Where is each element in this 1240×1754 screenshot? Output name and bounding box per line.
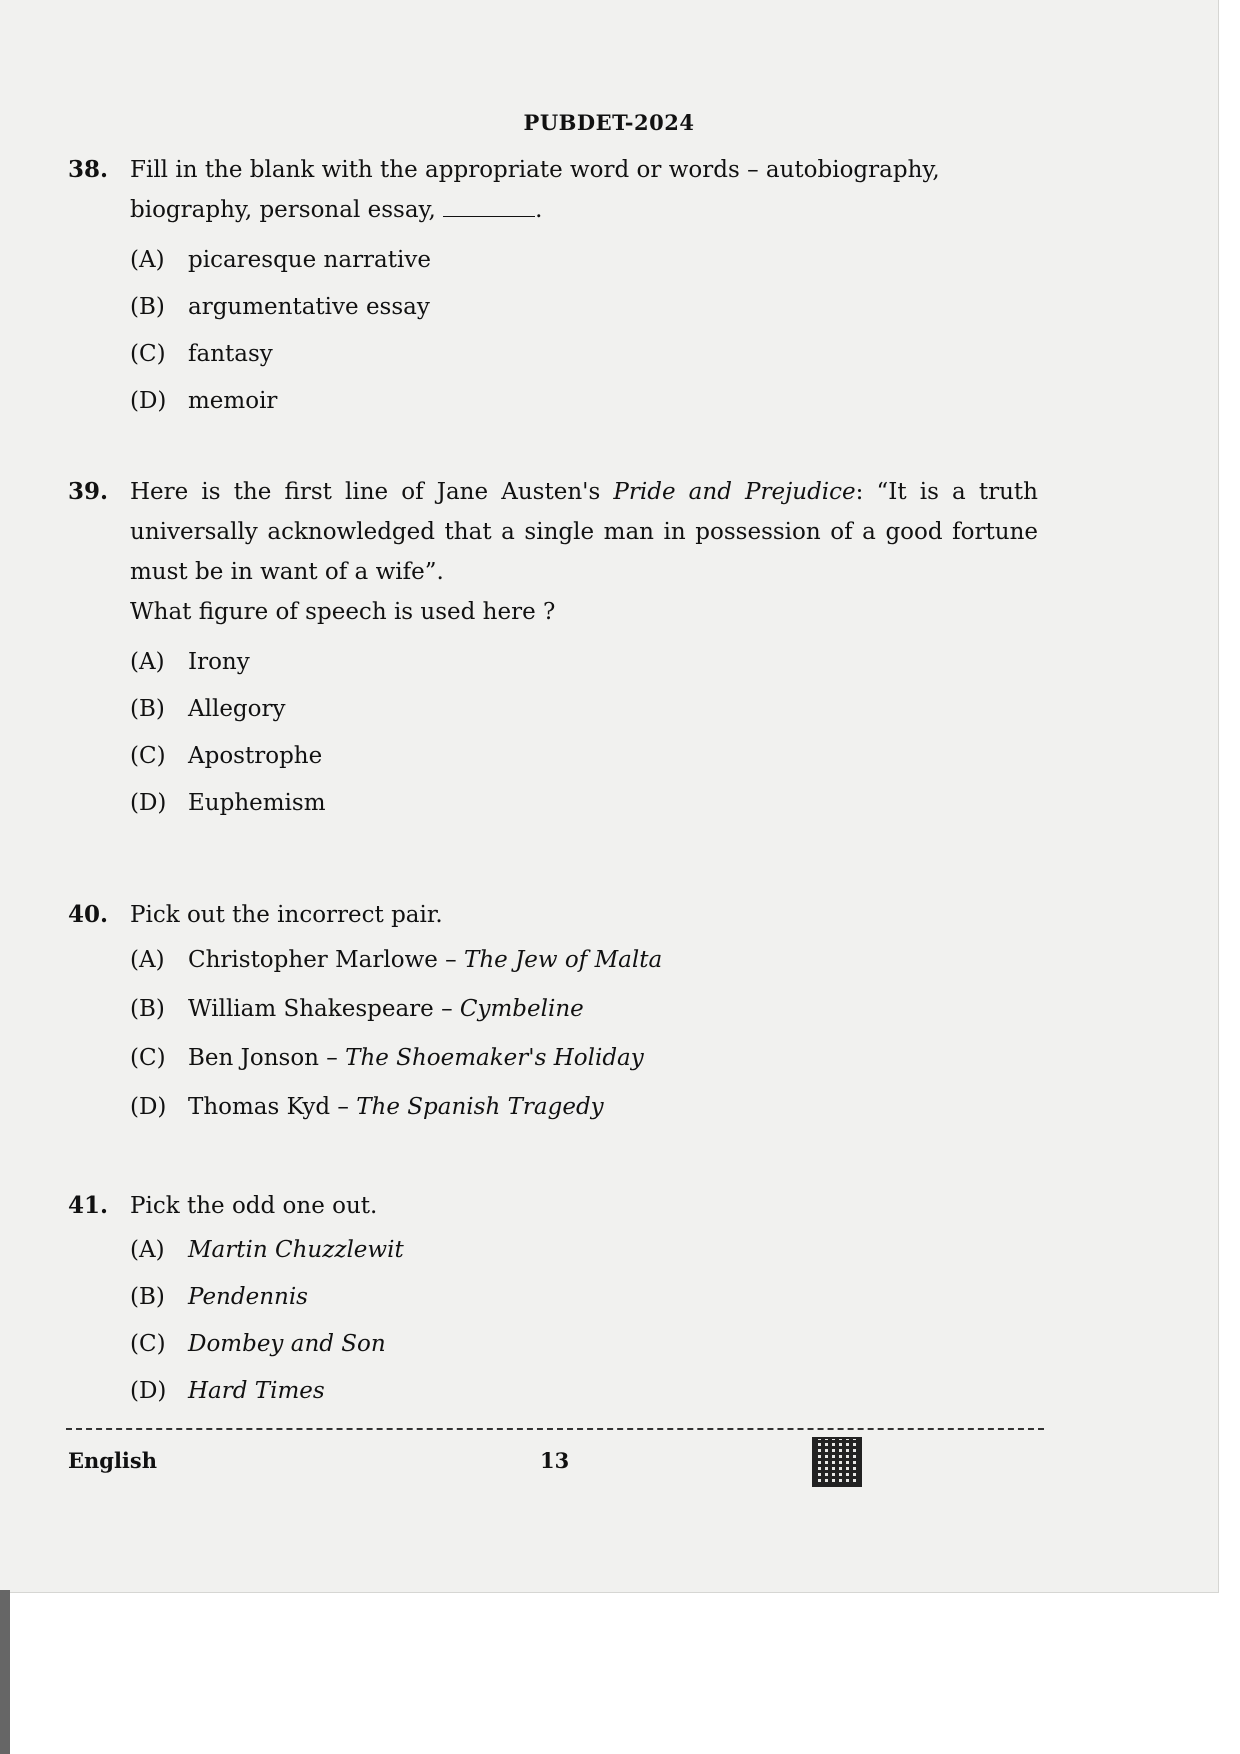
qr-code-icon (812, 1437, 862, 1487)
question-40 (68, 895, 1038, 1131)
option-label: (A) (130, 648, 165, 675)
question-stem (130, 472, 1038, 632)
question-stem (130, 1186, 1038, 1226)
options-list (130, 1226, 1038, 1414)
option-text: Hard Times (188, 1377, 325, 1404)
option (130, 685, 1038, 732)
options-list (130, 236, 1038, 424)
option-text: Martin Chuzzlewit (188, 1236, 404, 1263)
stem-line: Fill in the blank with the appropriate word or words – autobiography, (130, 157, 940, 183)
option (130, 1367, 1038, 1414)
page-header: PUBDET-2024 (523, 110, 695, 135)
option (130, 283, 1038, 330)
option-text: Apostrophe (188, 742, 323, 769)
work-title: The Shoemaker's Holiday (345, 1044, 644, 1071)
author-name: Ben Jonson – (188, 1044, 338, 1071)
footer-divider (66, 1428, 1044, 1430)
work-title: The Jew of Malta (464, 946, 663, 973)
stem-text: . (535, 197, 543, 223)
option-label: (D) (130, 387, 167, 414)
question-41 (68, 1186, 1038, 1414)
option (130, 1320, 1038, 1367)
option (130, 638, 1038, 685)
option-text: Dombey and Son (188, 1330, 386, 1357)
author-name: Thomas Kyd – (188, 1093, 349, 1120)
option (130, 377, 1038, 424)
option-text: Irony (188, 648, 250, 675)
question-stem (130, 150, 1038, 230)
scan-shadow (0, 1590, 10, 1754)
option-label: (A) (130, 246, 165, 273)
stem-paragraph (130, 472, 1038, 592)
option (130, 984, 1038, 1033)
option-text: Euphemism (188, 789, 326, 816)
question-39 (68, 472, 1038, 826)
option (130, 935, 1038, 984)
stem-text: Here is the first line of Jane Austen's (130, 479, 614, 505)
footer-subject: English (68, 1448, 158, 1473)
option-text: picaresque narrative (188, 246, 431, 273)
option-text: Allegory (188, 695, 286, 722)
option-label: (D) (130, 1093, 167, 1120)
option-label: (A) (130, 1236, 165, 1263)
book-title: Pride and Prejudice (613, 479, 856, 505)
stem-line (130, 190, 1038, 230)
blank-line (443, 198, 535, 217)
option (130, 1226, 1038, 1273)
option-text: Pendennis (188, 1283, 308, 1310)
question-number: 38. (68, 156, 109, 183)
option-label: (B) (130, 293, 165, 320)
stem-text: Pick out the incorrect pair. (130, 902, 443, 928)
option-label: (C) (130, 1330, 166, 1357)
author-name: Christopher Marlowe – (188, 946, 457, 973)
option-label: (B) (130, 995, 165, 1022)
question-38 (68, 150, 1038, 424)
question-number: 40. (68, 901, 109, 928)
stem-text: Pick the odd one out. (130, 1193, 378, 1219)
option (130, 779, 1038, 826)
option-label: (C) (130, 1044, 166, 1071)
option-label: (D) (130, 789, 167, 816)
option (130, 1082, 1038, 1131)
option (130, 732, 1038, 779)
option-text: memoir (188, 387, 278, 414)
page-number: 13 (540, 1448, 570, 1473)
stem-text: biography, personal essay, (130, 197, 436, 223)
question-number: 39. (68, 478, 109, 505)
question-prompt: What figure of speech is used here ? (130, 599, 556, 625)
option-label: (B) (130, 1283, 165, 1310)
option (130, 236, 1038, 283)
work-title: Cymbeline (459, 995, 584, 1022)
question-stem (130, 895, 1038, 935)
option-label: (C) (130, 340, 166, 367)
option (130, 1033, 1038, 1082)
options-list (130, 935, 1038, 1131)
work-title: The Spanish Tragedy (356, 1093, 604, 1120)
option-text: argumentative essay (188, 293, 430, 320)
option-label: (A) (130, 946, 165, 973)
option (130, 1273, 1038, 1320)
option-label: (C) (130, 742, 166, 769)
option-label: (B) (130, 695, 165, 722)
option-text: fantasy (188, 340, 273, 367)
question-number: 41. (68, 1192, 109, 1219)
options-list (130, 638, 1038, 826)
option (130, 330, 1038, 377)
author-name: William Shakespeare – (188, 995, 453, 1022)
option-label: (D) (130, 1377, 167, 1404)
stem-text: : “It is a truth universally acknowledged that a single man in possession of a good fortune must be in want of a wife”. (130, 479, 1038, 585)
